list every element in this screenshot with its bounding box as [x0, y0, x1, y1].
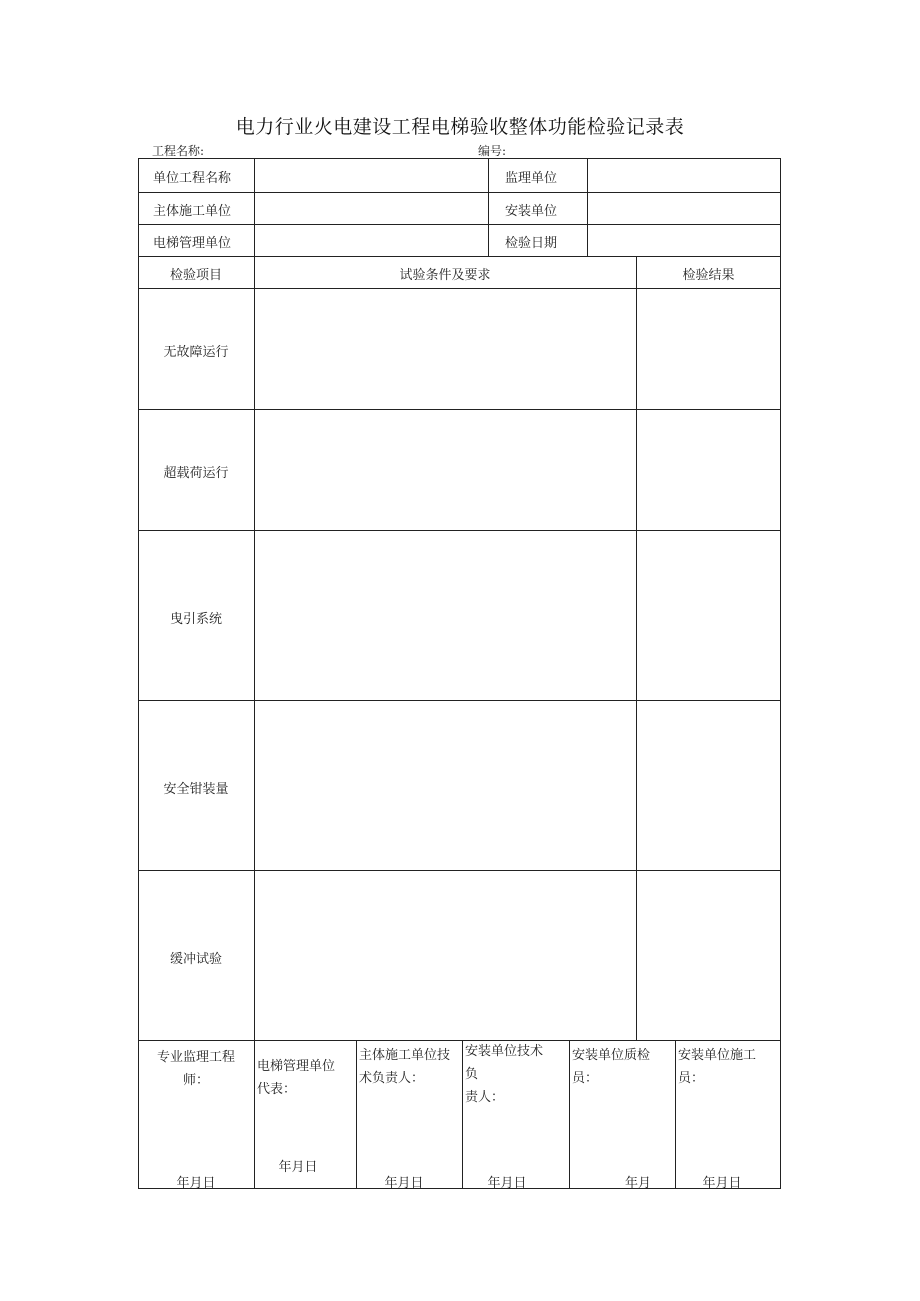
signature-supervision-date: 年月日	[176, 1176, 216, 1191]
signature-installation-tech-date: 年月日	[487, 1176, 527, 1191]
row-divider	[138, 409, 781, 410]
col-divider	[356, 1040, 357, 1189]
signature-installation-tech-lead: 安装单位技术 负 责人：	[465, 1044, 544, 1105]
header-inspection-item: 检验项目	[169, 268, 222, 283]
col-divider	[488, 158, 489, 256]
row-divider	[138, 1040, 781, 1041]
signature-installation-worker-date: 年月日	[702, 1176, 742, 1191]
col-divider	[569, 1040, 570, 1189]
header-inspection-result: 检验结果	[682, 268, 735, 283]
row-divider	[138, 700, 781, 701]
col-divider	[462, 1040, 463, 1189]
signature-construction-date: 年月日	[384, 1176, 424, 1191]
signature-management-representative: 电梯管理单位 代表：	[257, 1059, 336, 1097]
page-title: 电力行业火电建设工程电梯验收整体功能检验记录表	[235, 116, 685, 138]
signature-quality-inspector: 安装单位质检 员：	[572, 1048, 651, 1086]
item-traction-system: 曳引系统	[169, 612, 222, 627]
item-overload-operation: 超载荷运行	[163, 466, 229, 481]
elevator-management-unit-label: 电梯管理单位	[153, 236, 232, 251]
item-safety-gear: 安全钳装量	[163, 782, 229, 797]
main-construction-unit-label: 主体施工单位	[153, 204, 232, 219]
item-fault-free-operation: 无故障运行	[163, 345, 229, 360]
row-divider	[138, 256, 781, 257]
row-divider	[138, 288, 781, 289]
col-divider	[636, 256, 637, 1040]
col-divider	[587, 158, 588, 256]
signature-construction-tech-lead: 主体施工单位技 术负责人：	[359, 1048, 451, 1086]
signature-quality-date: 年月	[624, 1176, 651, 1191]
record-table	[138, 158, 781, 1189]
signature-supervision-engineer: 专业监理工程 师：	[156, 1050, 235, 1088]
project-name-label: 工程名称:	[152, 144, 205, 158]
signature-installation-worker: 安装单位施工 员：	[678, 1048, 757, 1086]
row-divider	[138, 224, 781, 225]
col-divider	[675, 1040, 676, 1189]
inspection-date-label: 检验日期	[505, 236, 558, 251]
supervision-unit-label: 监理单位	[505, 171, 558, 186]
row-divider	[138, 530, 781, 531]
header-test-conditions: 试验条件及要求	[399, 268, 491, 283]
installation-unit-label: 安装单位	[505, 204, 558, 219]
col-divider	[254, 158, 255, 1189]
serial-number-label: 编号:	[478, 144, 507, 158]
row-divider	[138, 192, 781, 193]
signature-management-date: 年月日	[278, 1160, 318, 1175]
row-divider	[138, 870, 781, 871]
unit-project-name-label: 单位工程名称	[153, 171, 232, 186]
item-buffer-test: 缓冲试验	[169, 952, 222, 967]
